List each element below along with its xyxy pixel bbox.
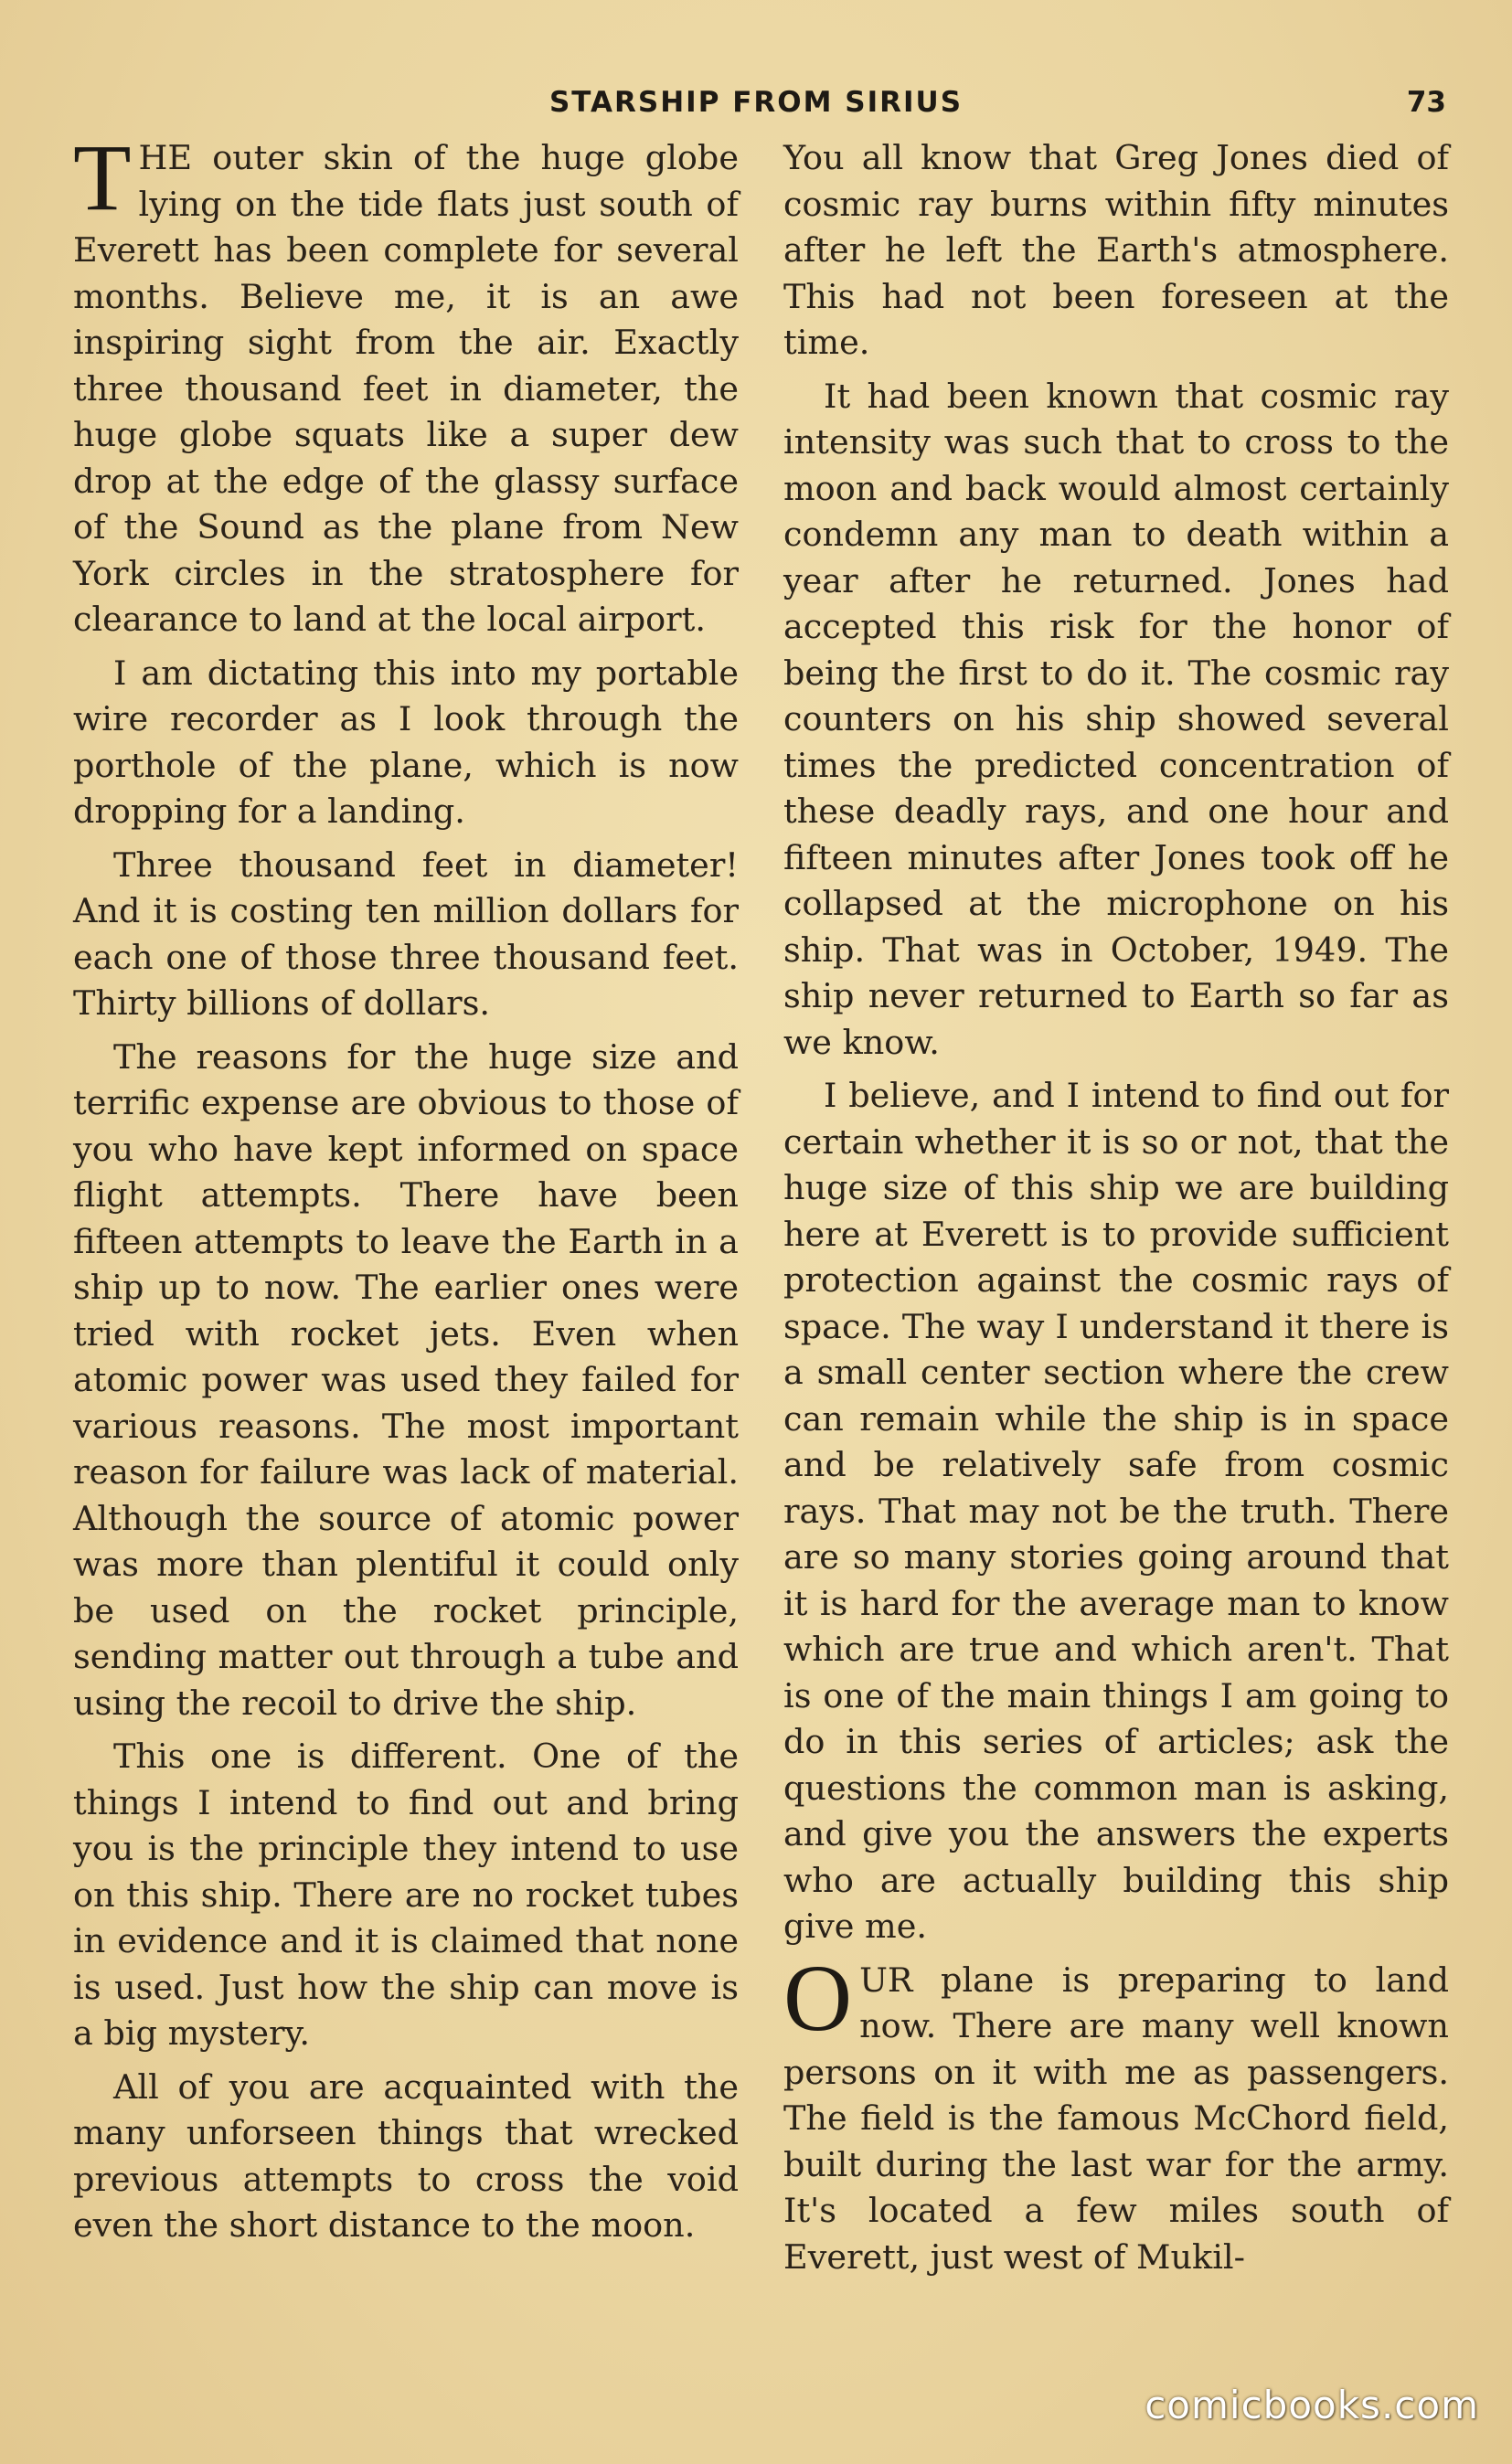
drop-cap: T [73, 125, 132, 230]
paragraph: It had been known that cosmic ray intensity was such that to cross to the moon and back would almost certainly condemn any man to death within a year after he returned. Jones had accepted this risk for the honor of being the first to do it. The cosmic ray counters on his ship showed several times the predicted concentration of these deadly rays, and one hour and fifteen minutes after Jones took off he collapsed at the microphone on his ship. That was in October, 1949. The ship never returned to Earth so far as we know. [783, 376, 1449, 1062]
paragraph [73, 125, 739, 643]
paragraph-text: UR plane is preparing to land now. There are many well known persons on it with me as passengers. The field is the famous McChord field, built during the last war for the army. It's located a few miles south of Everett, just west of Mukil- [783, 1960, 1449, 2277]
watermark: comicbooks.com [1145, 2383, 1479, 2427]
paragraph: You all know that Greg Jones died of cosmic ray burns within fifty minutes after he left the Earth's atmosphere. This had not been foreseen at the time. [783, 138, 1449, 362]
right-column [783, 135, 1449, 2288]
page-number: 73 [1406, 86, 1446, 119]
left-column [73, 125, 739, 2257]
running-head [0, 82, 1512, 128]
running-title: STARSHIP FROM SIRIUS [548, 86, 964, 119]
paragraph: The reasons for the huge size and terrific expense are obvious to those of you who have kept informed on space flight attempts. There have been fifteen attempts to leave the Earth in a ship up to now. The earlier ones were tried with rocket jets. Even when atomic power was used they failed for various reasons. The most important reason for failure was lack of material. Although the source of atomic power was more than plentiful it could only be used on the rocket principle, sending matter out through a tube and using the recoil to drive the ship. [73, 1036, 739, 1723]
paragraph: All of you are acquainted with the many unforseen things that wrecked previous attempts to cross the void even the short distance to the moon. [73, 2066, 739, 2245]
paragraph [783, 1945, 1449, 2281]
paragraph-text: HE outer skin of the huge globe lying on the tide flats just south of Everett has been complete for several months. Believe me, it is an awe inspiring sight from the air. Exactly three thousand feet in diameter, the huge globe squats like a super dew drop at the edge of the glassy surface of the Sound as the plane from New York circles in the stratosphere for clearance to land at the local airport. [73, 138, 739, 639]
paragraph: I believe, and I intend to find out for certain whether it is so or not, that the huge size of this ship we are building here at Everett is to provide sufficient protection against the cosmic rays of space. The way I understand it there is a small center section where the crew can remain while the ship is in space and be relatively safe from cosmic rays. That may not be the truth. There are so many stories going around that it is hard for the average man to know which are true and which aren't. That is one of the main things I am going to do in this series of articles; ask the questions the common man is asking, and give you the answers the experts who are actually building this ship give me. [783, 1076, 1449, 1946]
paragraph: This one is different. One of the things I intend to find out and bring you is the principle they intend to use on this ship. There are no rocket tubes in evidence and it is claimed that none is used. Just how the ship can move is a big mystery. [73, 1736, 739, 2053]
paragraph: I am dictating this into my portable wire recorder as I look through the porthole of the plane, which is now dropping for a landing. [73, 653, 739, 831]
drop-cap: O [783, 1945, 853, 2051]
paragraph: Three thousand feet in diameter! And it is costing ten million dollars for each one of those three thousand feet. Thirty billions of dollars. [73, 844, 739, 1023]
